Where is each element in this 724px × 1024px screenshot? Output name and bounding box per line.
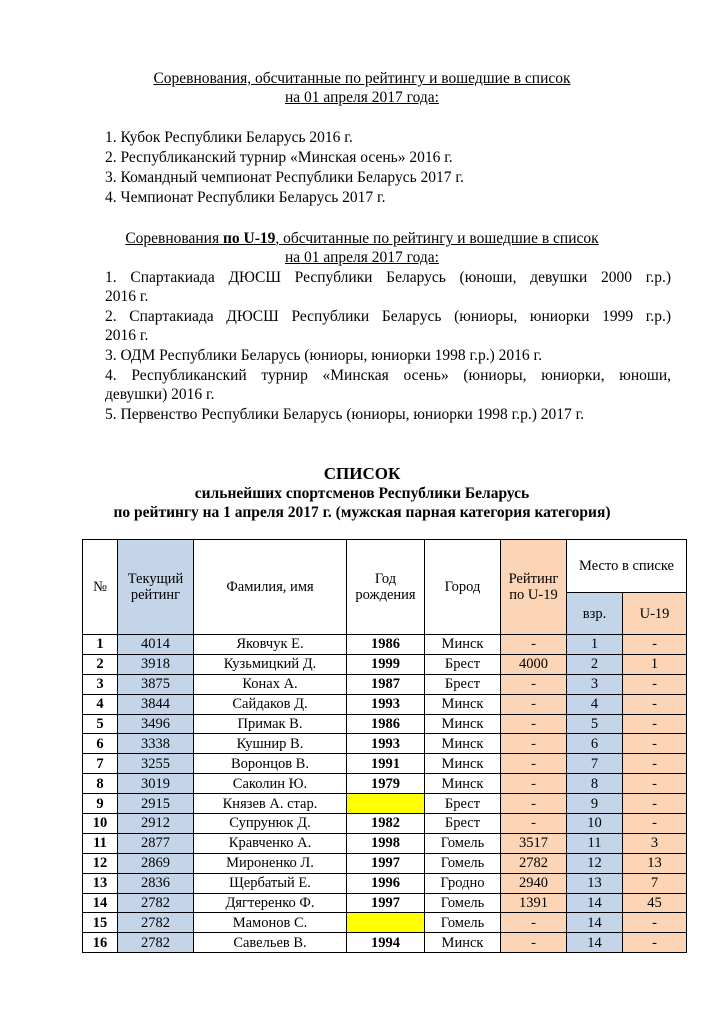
cell-city: Брест [425, 674, 501, 694]
header-current-rating: Текущий рейтинг [118, 540, 194, 635]
section1-heading-line1: Соревнования, обсчитанные по рейтингу и вошедшие в список [153, 70, 571, 87]
table-row [83, 694, 687, 714]
cell-birth-year [347, 794, 425, 814]
cell-place-u19: - [623, 734, 687, 754]
cell-city: Минск [425, 694, 501, 714]
cell-birth-year: 1994 [347, 933, 425, 953]
cell-birth-year: 1998 [347, 833, 425, 853]
cell-rating: 2912 [118, 814, 194, 834]
list-subtitle: сильнейших спортсменов Республики Беларусь [194, 485, 530, 502]
section1-item: 4. Чемпионат Республики Беларусь 2017 г. [105, 189, 386, 206]
cell-city: Минск [425, 635, 501, 655]
cell-place-adult: 1 [567, 635, 623, 655]
cell-u19-rating: 1391 [501, 893, 567, 913]
cell-place-u19: - [623, 774, 687, 794]
cell-name: Дягтеренко Ф. [194, 893, 347, 913]
header-name: Фамилия, имя [194, 540, 347, 635]
cell-name: Щербатый Е. [194, 873, 347, 893]
section2-heading-line2: на 01 апреля 2017 года: [285, 249, 439, 266]
cell-birth-year: 1986 [347, 714, 425, 734]
cell-u19-rating: - [501, 913, 567, 933]
cell-rating: 3255 [118, 754, 194, 774]
cell-place-adult: 13 [567, 873, 623, 893]
cell-u19-rating: - [501, 734, 567, 754]
section2-item5: 5. Первенство Республики Беларусь (юниоры, юниорки 1998 г.р.) 2017 г. [105, 406, 585, 423]
cell-city: Брест [425, 814, 501, 834]
table-row [83, 873, 687, 893]
cell-rating: 3019 [118, 774, 194, 794]
cell-city: Минск [425, 754, 501, 774]
section2-heading-bold: по U-19 [222, 230, 276, 247]
section2-heading-prefix: Соревнования [125, 230, 223, 247]
cell-num: 9 [83, 794, 118, 814]
cell-rating: 4014 [118, 635, 194, 655]
cell-place-u19: 45 [623, 893, 687, 913]
cell-u19-rating: 4000 [501, 654, 567, 674]
cell-num: 16 [83, 933, 118, 953]
cell-place-u19: 7 [623, 873, 687, 893]
section1-item: 3. Командный чемпионат Республики Беларусь 2017 г. [105, 169, 464, 186]
cell-place-adult: 14 [567, 893, 623, 913]
table-row [83, 833, 687, 853]
cell-place-adult: 7 [567, 754, 623, 774]
section1-item: 2. Республиканский турнир «Минская осень» 2016 г. [105, 149, 453, 166]
cell-place-u19: - [623, 714, 687, 734]
cell-num: 3 [83, 674, 118, 694]
cell-num: 4 [83, 694, 118, 714]
table-row [83, 654, 687, 674]
cell-birth-year: 1987 [347, 674, 425, 694]
cell-place-u19: - [623, 635, 687, 655]
cell-birth-year: 1986 [347, 635, 425, 655]
cell-rating: 2782 [118, 893, 194, 913]
cell-birth-year: 1991 [347, 754, 425, 774]
cell-name: Саколин Ю. [194, 774, 347, 794]
cell-name: Кузьмицкий Д. [194, 654, 347, 674]
cell-place-u19: - [623, 913, 687, 933]
cell-u19-rating: - [501, 635, 567, 655]
cell-num: 10 [83, 814, 118, 834]
cell-city: Гомель [425, 893, 501, 913]
section2-item3: 3. ОДМ Республики Беларусь (юниоры, юниорки 1998 г.р.) 2016 г. [105, 347, 543, 364]
cell-rating: 3918 [118, 654, 194, 674]
cell-place-u19: - [623, 694, 687, 714]
header-place-adult: взр. [567, 593, 623, 635]
cell-num: 7 [83, 754, 118, 774]
cell-place-adult: 9 [567, 794, 623, 814]
cell-u19-rating: - [501, 674, 567, 694]
cell-num: 15 [83, 913, 118, 933]
header-place-u19: U-19 [623, 593, 687, 635]
cell-u19-rating: - [501, 754, 567, 774]
cell-place-u19: 13 [623, 853, 687, 873]
section1-item: 1. Кубок Республики Беларусь 2016 г. [105, 129, 353, 146]
table-row [83, 635, 687, 655]
cell-place-adult: 8 [567, 774, 623, 794]
cell-name: Сайдаков Д. [194, 694, 347, 714]
cell-rating: 3338 [118, 734, 194, 754]
cell-place-adult: 2 [567, 654, 623, 674]
cell-place-u19: 3 [623, 833, 687, 853]
cell-birth-year: 1999 [347, 654, 425, 674]
cell-u19-rating: - [501, 694, 567, 714]
cell-name: Савельев В. [194, 933, 347, 953]
cell-place-adult: 3 [567, 674, 623, 694]
cell-birth-year: 1993 [347, 694, 425, 714]
cell-u19-rating: 2940 [501, 873, 567, 893]
cell-u19-rating: - [501, 814, 567, 834]
list-title: СПИСОК [323, 464, 401, 483]
table-row [83, 913, 687, 933]
cell-place-u19: 1 [623, 654, 687, 674]
cell-u19-rating: - [501, 714, 567, 734]
table-row [83, 933, 687, 953]
cell-place-adult: 10 [567, 814, 623, 834]
cell-rating: 2782 [118, 913, 194, 933]
cell-place-u19: - [623, 794, 687, 814]
cell-name: Воронцов В. [194, 754, 347, 774]
header-birth-year: Год рождения [347, 540, 425, 635]
cell-birth-year: 1982 [347, 814, 425, 834]
cell-name: Кравченко А. [194, 833, 347, 853]
header-u19-rating: Рейтинг по U-19 [501, 540, 567, 635]
cell-u19-rating: 2782 [501, 853, 567, 873]
cell-city: Гомель [425, 913, 501, 933]
cell-u19-rating: 3517 [501, 833, 567, 853]
cell-num: 8 [83, 774, 118, 794]
cell-name: Яковчук Е. [194, 635, 347, 655]
cell-city: Брест [425, 794, 501, 814]
cell-rating: 3496 [118, 714, 194, 734]
cell-num: 1 [83, 635, 118, 655]
rating-table [82, 539, 687, 953]
list-subtitle-category: по рейтингу на 1 апреля 2017 г. (мужская парная категория категория) [113, 504, 611, 521]
cell-num: 6 [83, 734, 118, 754]
cell-birth-year: 1997 [347, 853, 425, 873]
table-row [83, 674, 687, 694]
cell-name: Кушнир В. [194, 734, 347, 754]
cell-city: Гомель [425, 833, 501, 853]
cell-place-u19: - [623, 933, 687, 953]
section2-item4-line1: 4. Республиканский турнир «Минская осень» (юниоры, юниорки, юноши, [105, 367, 671, 384]
cell-birth-year: 1979 [347, 774, 425, 794]
section2-item4-line2: девушки) 2016 г. [105, 386, 215, 403]
header-place: Место в списке [567, 540, 687, 593]
cell-place-u19: - [623, 674, 687, 694]
cell-rating: 2782 [118, 933, 194, 953]
cell-birth-year: 1997 [347, 893, 425, 913]
table-row [83, 893, 687, 913]
cell-rating: 2836 [118, 873, 194, 893]
cell-birth-year: 1993 [347, 734, 425, 754]
cell-name: Супрунюк Д. [194, 814, 347, 834]
cell-place-adult: 14 [567, 913, 623, 933]
cell-name: Конах А. [194, 674, 347, 694]
section2-item1-line2: 2016 г. [105, 288, 149, 305]
table-body [83, 635, 687, 953]
cell-birth-year [347, 913, 425, 933]
section2-heading-line1 [0, 229, 724, 248]
cell-rating: 2915 [118, 794, 194, 814]
section2-heading-suffix: , обсчитанные по рейтингу и вошедшие в список [275, 230, 599, 247]
cell-name: Примак В. [194, 714, 347, 734]
cell-place-u19: - [623, 754, 687, 774]
cell-num: 11 [83, 833, 118, 853]
cell-name: Мамонов С. [194, 913, 347, 933]
cell-place-adult: 14 [567, 933, 623, 953]
cell-city: Минск [425, 734, 501, 754]
cell-place-adult: 12 [567, 853, 623, 873]
cell-rating: 3844 [118, 694, 194, 714]
cell-city: Гомель [425, 853, 501, 873]
cell-num: 5 [83, 714, 118, 734]
cell-city: Гродно [425, 873, 501, 893]
cell-u19-rating: - [501, 794, 567, 814]
cell-u19-rating: - [501, 933, 567, 953]
table-row [83, 853, 687, 873]
cell-u19-rating: - [501, 774, 567, 794]
table-row [83, 734, 687, 754]
cell-city: Брест [425, 654, 501, 674]
cell-num: 2 [83, 654, 118, 674]
cell-rating: 2877 [118, 833, 194, 853]
section2-item2-line2: 2016 г. [105, 327, 149, 344]
table-row [83, 714, 687, 734]
header-city: Город [425, 540, 501, 635]
table-row [83, 754, 687, 774]
cell-place-u19: - [623, 814, 687, 834]
cell-num: 14 [83, 893, 118, 913]
section1-heading-line2: на 01 апреля 2017 года: [285, 89, 439, 106]
cell-name: Мироненко Л. [194, 853, 347, 873]
cell-name: Князев А. стар. [194, 794, 347, 814]
cell-birth-year: 1996 [347, 873, 425, 893]
cell-rating: 2869 [118, 853, 194, 873]
cell-city: Минск [425, 714, 501, 734]
cell-place-adult: 5 [567, 714, 623, 734]
cell-place-adult: 4 [567, 694, 623, 714]
cell-city: Минск [425, 933, 501, 953]
cell-city: Минск [425, 774, 501, 794]
cell-place-adult: 6 [567, 734, 623, 754]
section2-item1-line1: 1. Спартакиада ДЮСШ Республики Беларусь (юноши, девушки 2000 г.р.) [105, 269, 671, 286]
table-row [83, 794, 687, 814]
cell-num: 12 [83, 853, 118, 873]
section2-item2-line1: 2. Спартакиада ДЮСШ Республики Беларусь (юниоры, юниорки 1999 г.р.) [105, 308, 671, 325]
table-row [83, 814, 687, 834]
header-num: № [83, 540, 118, 635]
cell-rating: 3875 [118, 674, 194, 694]
cell-num: 13 [83, 873, 118, 893]
cell-place-adult: 11 [567, 833, 623, 853]
table-row [83, 774, 687, 794]
